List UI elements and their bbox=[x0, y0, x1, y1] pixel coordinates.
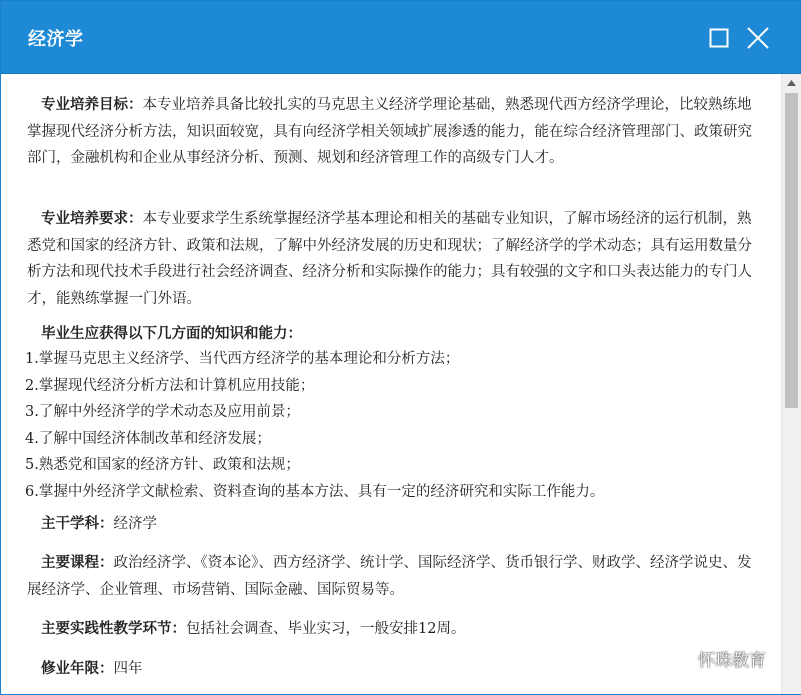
scroll-up-button[interactable] bbox=[782, 74, 801, 91]
practice-text: 包括社会调查、毕业实习，一般安排12周。 bbox=[186, 621, 466, 637]
watermark-text: 怀珠教育 bbox=[698, 651, 766, 671]
watermark bbox=[666, 646, 766, 671]
list-item: 5.熟悉党和国家的经济方针、政策和法规； bbox=[25, 457, 300, 473]
requirement-paragraph bbox=[1, 206, 780, 312]
duration-label: 修业年限： bbox=[41, 660, 114, 677]
requirement-label: 专业培养要求： bbox=[41, 210, 143, 227]
close-icon bbox=[746, 26, 770, 50]
title-bar[interactable] bbox=[1, 1, 800, 74]
main-discipline-text: 经济学 bbox=[113, 516, 157, 532]
maximize-button[interactable] bbox=[704, 23, 734, 53]
close-button[interactable] bbox=[743, 23, 773, 53]
practice-paragraph bbox=[1, 616, 780, 643]
abilities-list bbox=[1, 346, 780, 505]
vertical-scrollbar[interactable] bbox=[781, 74, 801, 694]
window-title: 经济学 bbox=[28, 29, 84, 50]
main-courses-label: 主要课程： bbox=[41, 554, 114, 571]
wechat-icon bbox=[666, 648, 692, 670]
goal-label: 专业培养目标： bbox=[41, 96, 143, 113]
goal-text: 本专业培养具备比较扎实的马克思主义经济学理论基础，熟悉现代西方经济学理论，比较熟练地掌握现代经济分析方法，知识面较宽，具有向经济学相关领域扩展渗透的能力，能在综合经济管理部门、政策研究部门，金融机构和企业从事经济分析、预测、规划和经济管理工作的高级专门人才。 bbox=[27, 97, 752, 166]
goal-paragraph bbox=[1, 92, 780, 172]
practice-label: 主要实践性教学环节： bbox=[41, 620, 186, 637]
scroll-up-arrow-icon bbox=[787, 80, 796, 86]
main-discipline-label: 主干学科： bbox=[41, 515, 114, 532]
list-item: 3.了解中外经济学的学术动态及应用前景； bbox=[25, 404, 300, 420]
scroll-thumb[interactable] bbox=[785, 93, 798, 408]
list-item: 1.掌握马克思主义经济学、当代西方经济学的基本理论和分析方法； bbox=[25, 351, 460, 367]
main-courses-text: 政治经济学、《资本论》、西方经济学、统计学、国际经济学、货币银行学、财政学、经济学说史、发展经济学、企业管理、市场营销、国际金融、国际贸易等。 bbox=[27, 555, 752, 598]
list-item: 6.掌握中外经济学文献检索、资料查询的基本方法、具有一定的经济研究和实际工作能力。 bbox=[25, 483, 605, 500]
duration-text: 四年 bbox=[113, 661, 143, 677]
duration-paragraph bbox=[1, 656, 780, 683]
requirement-text: 本专业要求学生系统掌握经济学基本理论和相关的基础专业知识，了解市场经济的运行机制，熟悉党和国家的经济方针、政策和法规，了解中外经济发展的历史和现状；了解经济学的学术动态；具有运用数量分析方法和现代技术手段进行社会经济调查、经济分析和实际操作的能力；具有较强的文字和口头表达能力的专门人才，能熟练掌握一门外语。 bbox=[27, 211, 752, 307]
main-discipline-paragraph bbox=[1, 511, 780, 538]
list-item: 4.了解中国经济体制改革和经济发展； bbox=[25, 430, 271, 447]
list-item: 2.掌握现代经济分析方法和计算机应用技能； bbox=[25, 377, 315, 394]
content-area[interactable] bbox=[1, 74, 780, 694]
abilities-heading: 毕业生应获得以下几方面的知识和能力： bbox=[41, 325, 302, 342]
maximize-icon bbox=[709, 28, 729, 48]
main-courses-paragraph bbox=[1, 550, 780, 603]
